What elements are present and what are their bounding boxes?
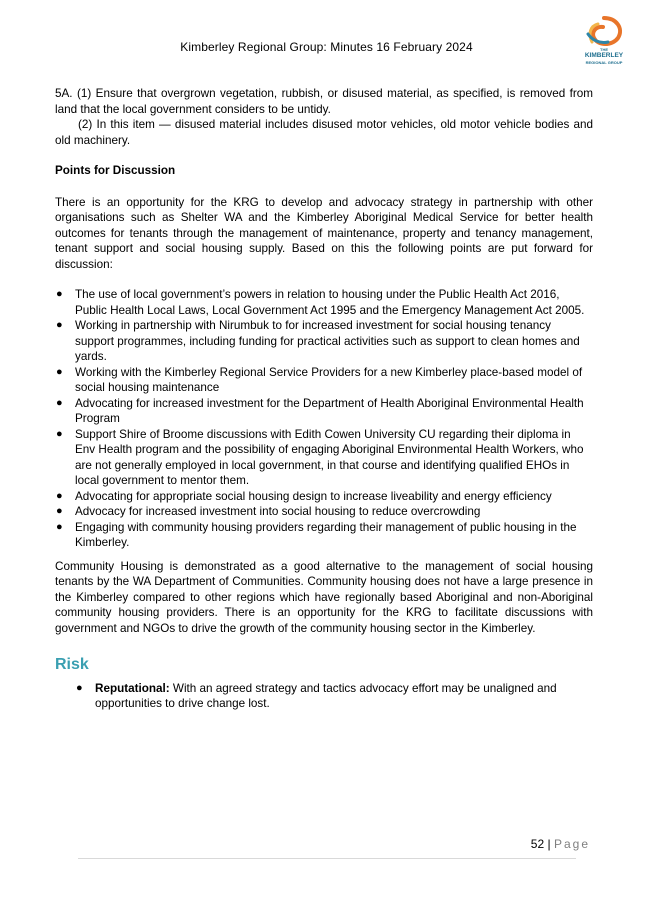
document-header-title: Kimberley Regional Group: Minutes 16 February 2024 (180, 40, 473, 54)
discussion-bullet-list (55, 287, 593, 551)
intro-item-2: (2) In this item — disused material includes disused motor vehicles, old motor vehicle bodies and old machinery. (55, 118, 593, 147)
risk-bullet-list (55, 681, 593, 712)
bullet-icon: ● (56, 427, 63, 440)
bullet-icon: ● (56, 288, 63, 300)
risk-label: Reputational: (95, 681, 170, 695)
bullet-icon: ● (56, 365, 63, 378)
list-item (75, 681, 593, 712)
list-item: ● Engaging with community housing providers regarding their management of public housing in the Kimberley. (56, 520, 577, 549)
list-item: ● Advocating for appropriate social housing design to increase liveability and energy efficiency (56, 489, 552, 503)
list-item: ● The use of local government’s powers in relation to housing under the Public Health Act 2016, Public Health Local Laws, Local Government Act 1995 and the Emergency Management Act 2005. (56, 288, 585, 317)
discussion-paragraph: There is an opportunity for the KRG to develop and advocacy strategy in partnership with other organisations such as Shelter WA and the Kimberley Aboriginal Medical Service for better health outcomes for tenants through the management of maintenance, property and tenancy management, tenant support and social housing supply. Based on this the following points are put forward for discussion: (55, 195, 593, 271)
community-housing-paragraph: Community Housing is demonstrated as a good alternative to the management of social housing tenants by the WA Department of Communities. Community housing does not have a large presence in the Kimberley compared to other regions which have regionally based Aboriginal and non-Aboriginal community housing providers. There is an opportunity for the KRG to facilitate discussions with government and NGOs to drive the growth of the community housing sector in the Kimberley. (55, 559, 593, 635)
list-item: ● Advocacy for increased investment into social housing to reduce overcrowding (56, 505, 481, 518)
page-number: 52 (530, 837, 545, 851)
bullet-icon: ● (56, 319, 63, 331)
risk-heading: Risk (55, 656, 89, 673)
list-item: ● Working in partnership with Nirumbuk to for increased investment for social housing tenancy support programmes, including funding for practical activities such as support to clean homes and yards. (56, 319, 580, 363)
logo-text-kimberley: KIMBERLEY (584, 52, 624, 59)
list-item: ● Advocating for increased investment for the Department of Health Aboriginal Environmental Health Program (56, 396, 584, 425)
intro-item-1: 5A. (1) Ensure that overgrown vegetation, rubbish, or disused material, as specified, is removed from land that the local government considers to be untidy. (55, 87, 593, 116)
bullet-icon: ● (56, 396, 63, 409)
logo-text-regional-group: REGIONAL GROUP (585, 60, 623, 65)
kimberley-logo (578, 14, 630, 70)
bullet-icon: ● (56, 520, 63, 533)
page-footer (531, 837, 590, 851)
risk-text: With an agreed strategy and tactics advocacy effort may be unaligned and opportunities to drive change lost. (95, 681, 557, 710)
bullet-icon: ● (56, 489, 63, 502)
list-item: ● Working with the Kimberley Regional Service Providers for a new Kimberley place-based model of social housing maintenance (56, 365, 583, 394)
footer-divider (78, 858, 576, 859)
bullet-icon: ● (76, 681, 83, 694)
list-item: ● Support Shire of Broome discussions with Edith Cowen University CU regarding their diploma in Env Health program and the possibility of engaging Aboriginal Environmental Health Workers, who are not generally employed in local government, in that course and identifying qualified EHOs in local government to mentor them. (56, 427, 584, 487)
bullet-icon: ● (56, 505, 63, 517)
logo-text-the: THE (600, 47, 608, 52)
footer-separator: | (547, 837, 551, 851)
page-content (55, 86, 593, 712)
discussion-heading: Points for Discussion (55, 164, 176, 177)
page-label: Page (553, 837, 590, 851)
